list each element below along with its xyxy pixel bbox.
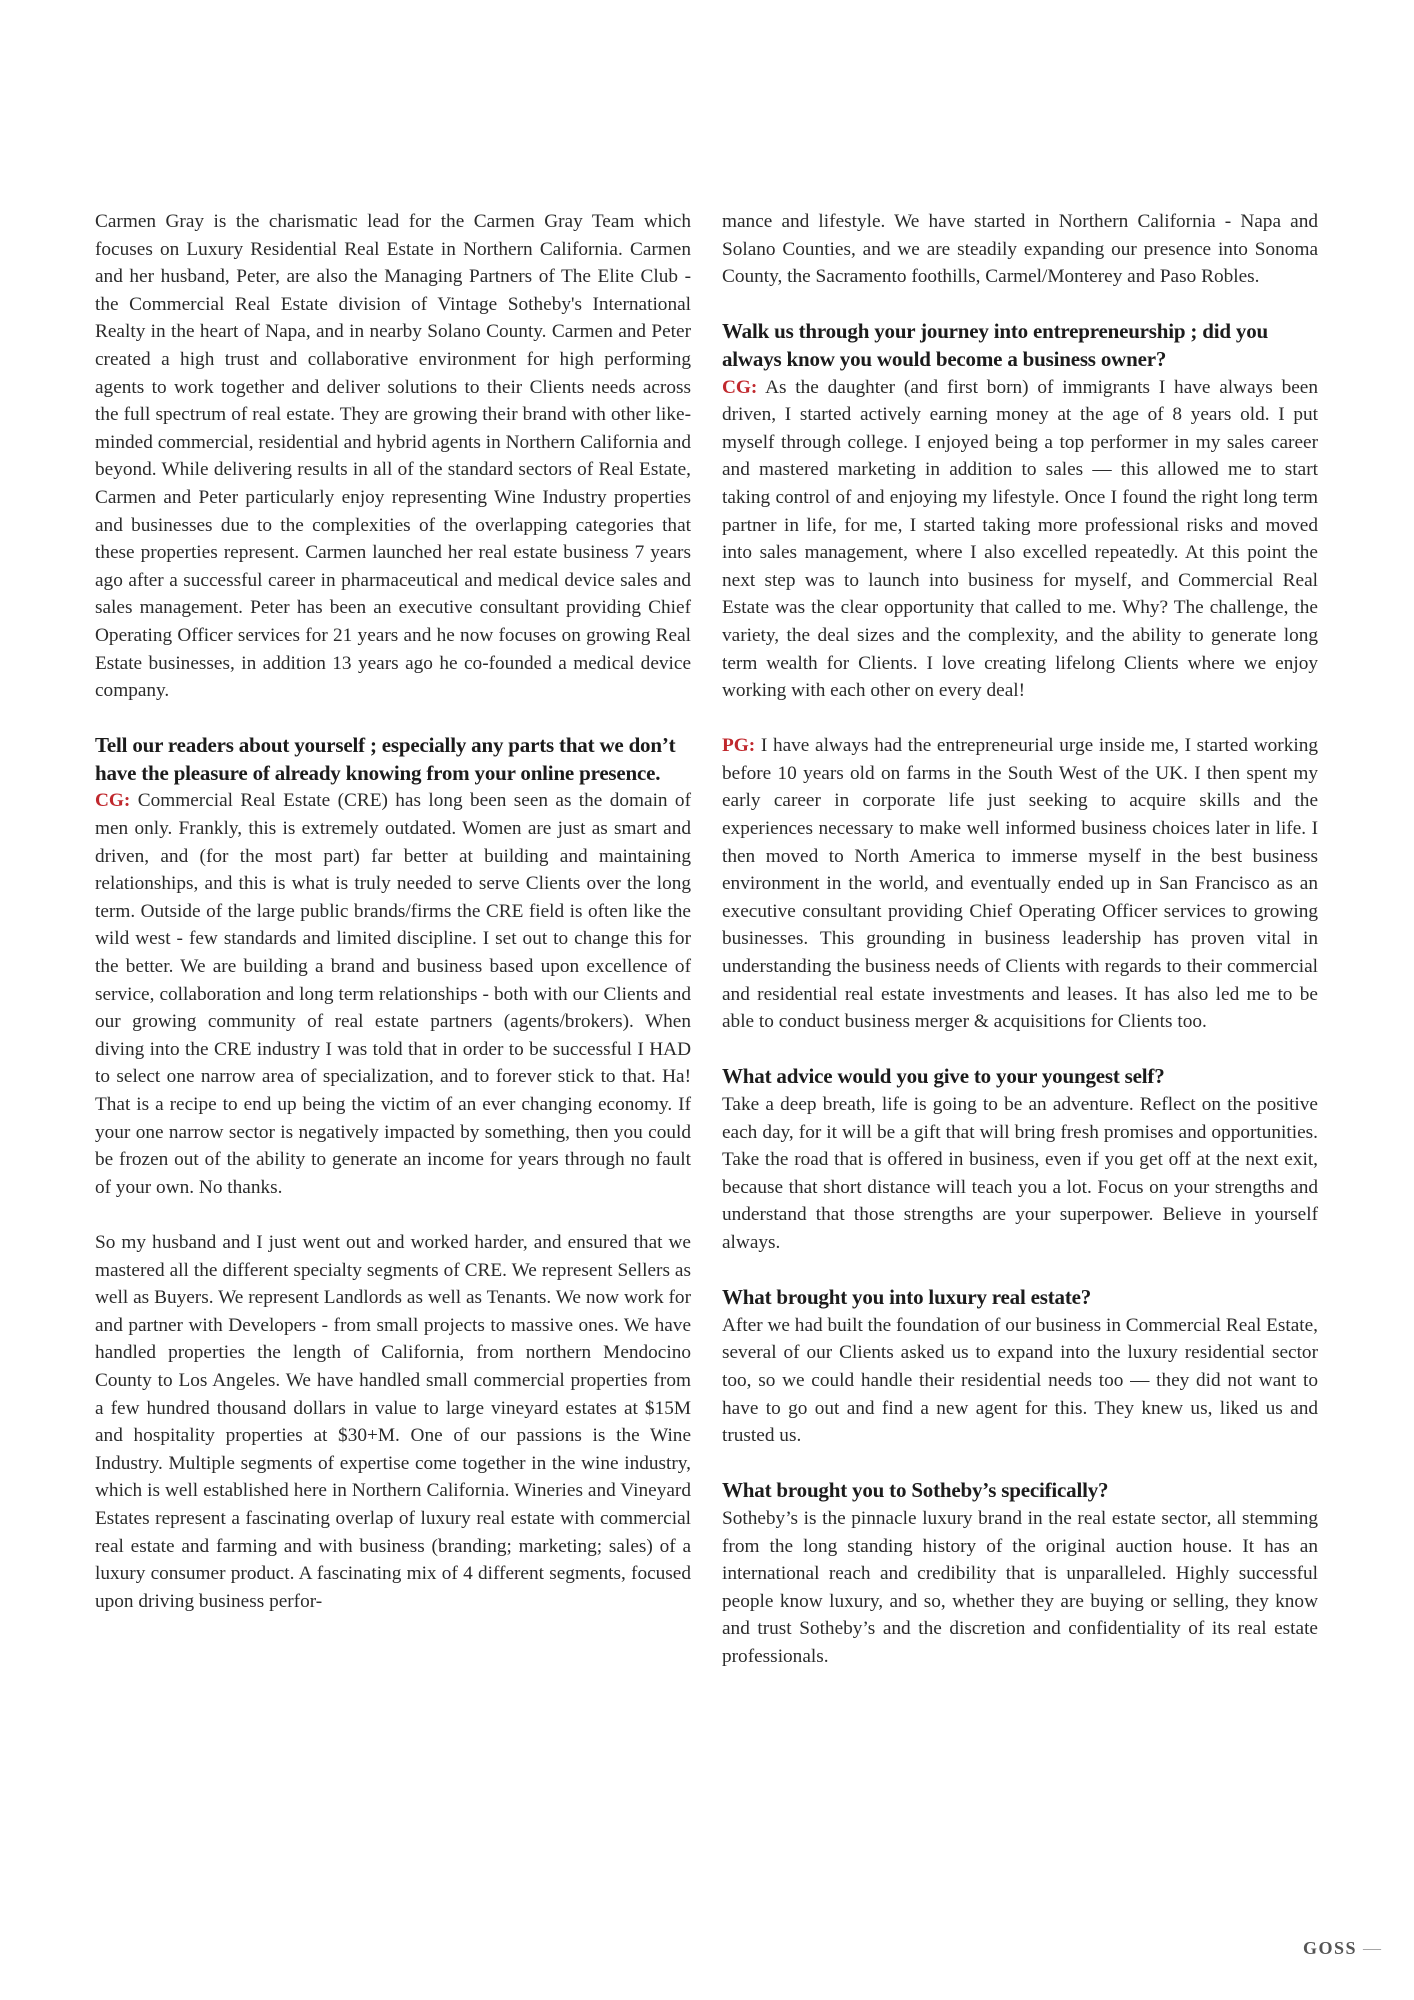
speaker-label-cg: CG: bbox=[722, 376, 758, 398]
left-column bbox=[95, 208, 691, 1615]
right-column bbox=[722, 208, 1318, 1670]
question-heading: What brought you into luxury real estate? bbox=[722, 1285, 1092, 1310]
answer-text: Commercial Real Estate (CRE) has long been seen as the domain of men only. Frankly, this is extremely outdated. Women are just as smart and driven, and (for the most part) far better at building and maintaining relationships, and this is what is truly needed to serve Clients over the long term. Outside of the large public brands/firms the CRE field is often like the wild west - few standards and limited discipline. I set out to change this for the better. We are building a brand and business based upon excellence of service, collaboration and long term relationships - both with our Clients and our growing community of real estate partners (agents/brokers). When diving into the CRE industry I was told that in order to be successful I HAD to select one narrow area of specialization, and to forever stick to that. Ha! That is a recipe to end up being the victim of an ever changing economy. If your one narrow sector is negatively impacted by something, then you could be frozen out of the ability to generate an income for years through no fault of your own. No thanks. bbox=[95, 790, 691, 1198]
answer-text: As the daughter (and first born) of immigrants I have always been driven, I started actively earning money at the age of 8 years old. I put myself through college. I enjoyed being a top performer in my sales career and mastered marketing in addition to sales — this allowed me to start taking control of and enjoying my lifestyle. Once I found the right long term partner in life, for me, I started taking more professional risks and moved into sales management, where I also excelled repeatedly. At this point the next step was to launch into business for myself, and Commercial Real Estate was the clear opportunity that called to me. Why? The challenge, the variety, the deal sizes and the complexity, and the ability to generate long term wealth for Clients. I love creating lifelong Clients where we enjoy working with each other on every deal! bbox=[722, 376, 1318, 702]
qa-section-entrepreneurship bbox=[722, 318, 1318, 1035]
answer-paragraph bbox=[95, 787, 691, 1201]
answer-paragraph: After we had built the foundation of our business in Commercial Real Estate, several of our Clients asked us to expand into the luxury residential sector too, so we could handle their residential needs too — they did not want to have to go out and find a new agent for this. They knew us, liked us and trusted us. bbox=[722, 1314, 1318, 1447]
answer-paragraph: Take a deep breath, life is going to be an adventure. Reflect on the positive each day, for it will be a gift that will bring fresh promises and opportunities. Take the road that is offered in business, even if you get off at the next exit, because that short distance will teach you a lot. Focus on your strengths and understand that those strengths are your superpower. Believe in yourself always. bbox=[722, 1094, 1318, 1253]
answer-paragraph-continued: So my husband and I just went out and worked harder, and ensured that we mastered all the different specialty segments of CRE. We represent Sellers as well as Buyers. We represent Landlords as well as Tenants. We now work for and partner with Developers - from small projects to massive ones. We have handled properties the length of California, from northern Mendocino County to Los Angeles. We have handled small commercial properties from a few hundred thousand dollars in value to large vineyard estates at $15M and hospitality properties at $30+M. One of our passions is the Wine Industry. Multiple segments of expertise come together in the wine industry, which is well established here in Northern California. Wineries and Vineyard Estates represent a fascinating overlap of luxury real estate with commercial real estate and farming and with business (branding; marketing; sales) of a luxury consumer product. A fascinating mix of 4 different segments, focused upon driving business perfor- bbox=[95, 1231, 691, 1612]
qa-section-sothebys bbox=[722, 1477, 1318, 1670]
speaker-label-cg: CG: bbox=[95, 790, 131, 812]
intro-paragraph: Carmen Gray is the charismatic lead for the Carmen Gray Team which focuses on Luxury Residential Real Estate in Northern California. Carmen and her husband, Peter, are also the Managing Partners of The Elite Club - the Commercial Real Estate division of Vintage Sotheby's International Realty in the heart of Napa, and in nearby Solano County. Carmen and Peter created a high trust and collaborative environment for high performing agents to work together and deliver solutions to their Clients needs across the full spectrum of real estate. They are growing their brand with other like-minded commercial, residential and hybrid agents in Northern California and beyond. While delivering results in all of the standard sectors of Real Estate, Carmen and Peter particularly enjoy representing Wine Industry properties and businesses due to the complexities of the overlapping categories that these properties represent. Carmen launched her real estate business 7 years ago after a successful career in pharmaceutical and medical device sales and sales management. Peter has been an executive consultant providing Chief Operating Officer services for 21 years and he now focuses on growing Real Estate businesses, in addition 13 years ago he co-founded a medical device company. bbox=[95, 211, 691, 702]
answer-paragraph-pg bbox=[722, 732, 1318, 1036]
page-footer bbox=[1303, 1938, 1383, 1959]
qa-section-luxury-real-estate bbox=[722, 1284, 1318, 1450]
qa-section-about-yourself bbox=[95, 732, 691, 1615]
answer-text: I have always had the entrepreneurial urge inside me, I started working before 10 years old on farms in the South West of the UK. I then spent my early career in corporate life just seeking to acquire skills and the experiences necessary to make well informed business choices later in life. I then moved to North America to immerse myself in the best business environment in the world, and eventually ended up in San Francisco as an executive consultant providing Chief Operating Officer services to growing businesses. This grounding in business leadership has proven vital in understanding the business needs of Clients with regards to their commercial and residential real estate investments and leases. It has also led me to be able to conduct business merger & acquisitions for Clients too. bbox=[722, 735, 1318, 1033]
qa-section-advice bbox=[722, 1063, 1318, 1256]
publication-name: GOSS bbox=[1303, 1938, 1358, 1958]
question-heading: What brought you to Sotheby’s specifically? bbox=[722, 1478, 1109, 1503]
question-heading: What advice would you give to your youngest self? bbox=[722, 1064, 1165, 1089]
answer-paragraph: Sotheby’s is the pinnacle luxury brand in the real estate sector, all stemming from the long standing history of the original auction house. It has an international reach and credibility that is unparalleled. Highly successful people know luxury, and so, whether they are buying or selling, they know and trust Sotheby’s and the discretion and confidentiality of its real estate professionals. bbox=[722, 1507, 1318, 1667]
question-heading: Tell our readers about yourself ; especially any parts that we don’t have the pleasure of already knowing from your online presence. bbox=[95, 733, 676, 785]
question-heading: Walk us through your journey into entrepreneurship ; did you always know you would become a business owner? bbox=[722, 319, 1268, 371]
answer-paragraph-cg bbox=[722, 374, 1318, 705]
speaker-label-pg: PG: bbox=[722, 735, 756, 757]
continuation-paragraph: mance and lifestyle. We have started in Northern California - Napa and Solano Counties, and we are steadily expanding our presence into Sonoma County, the Sacramento foothills, Carmel/Monterey and Paso Robles. bbox=[722, 211, 1318, 288]
footer-separator: — bbox=[1363, 1938, 1383, 1958]
